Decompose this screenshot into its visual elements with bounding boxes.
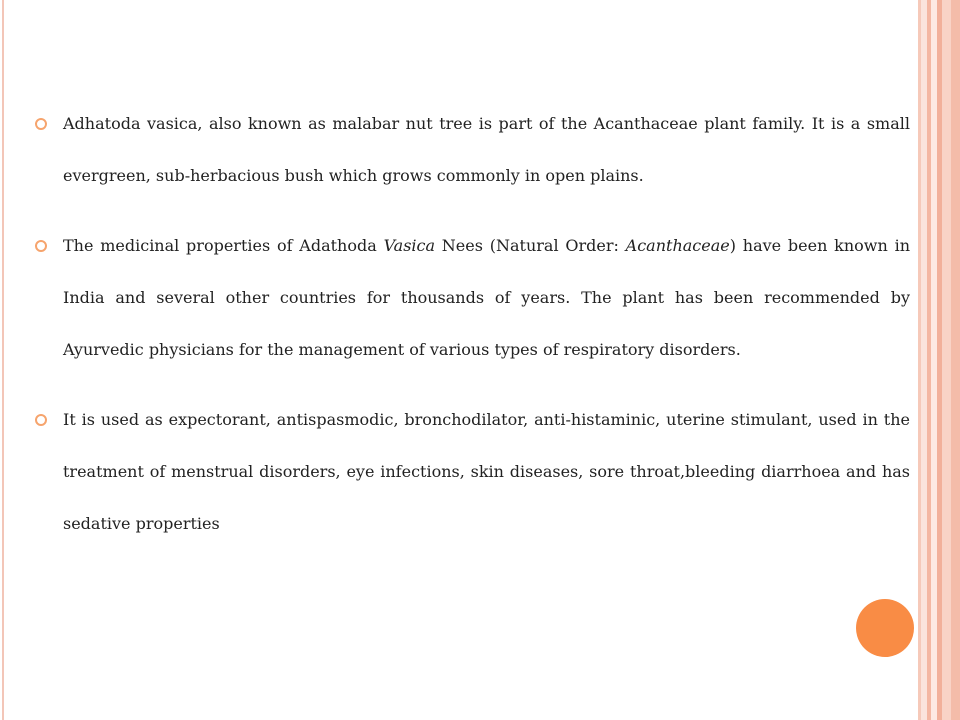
right-stripe <box>942 0 951 720</box>
italic-term-vasica: Vasica <box>383 236 436 255</box>
bullet-text: Adhatoda vasica, also known as malabar nut tree is part of the Acanthaceae plant family. It is a small evergreen, sub-herbacious bush which grows commonly in open plains. <box>63 114 910 185</box>
bullet-text-part: Nees (Natural Order: <box>435 236 626 255</box>
bullet-text-part: ) have been known in India and several other countries for thousands of years. The plant has been recommended by Ayurvedic physicians for the management of various types of respiratory disorders. <box>63 236 911 359</box>
bullet-list <box>30 98 910 568</box>
bullet-marker-icon <box>35 414 47 426</box>
bullet-item-3 <box>30 394 910 550</box>
bullet-item-2 <box>30 220 910 376</box>
orange-circle-decoration <box>856 599 914 657</box>
bullet-text-part: The medicinal properties of Adathoda <box>63 236 384 255</box>
right-stripe <box>951 0 960 720</box>
italic-term-acanthaceae: Acanthaceae <box>625 236 730 255</box>
bullet-marker-icon <box>35 118 47 130</box>
bullet-text: It is used as expectorant, antispasmodic, bronchodilator, anti-histaminic, uterine stimulant, used in the treatment of menstrual disorders, eye infections, skin diseases, sore throat,bleeding diarrhoea and has sedative properties <box>63 410 910 533</box>
bullet-item-1 <box>30 98 910 202</box>
bullet-marker-icon <box>35 240 47 252</box>
left-border-line <box>2 0 4 720</box>
